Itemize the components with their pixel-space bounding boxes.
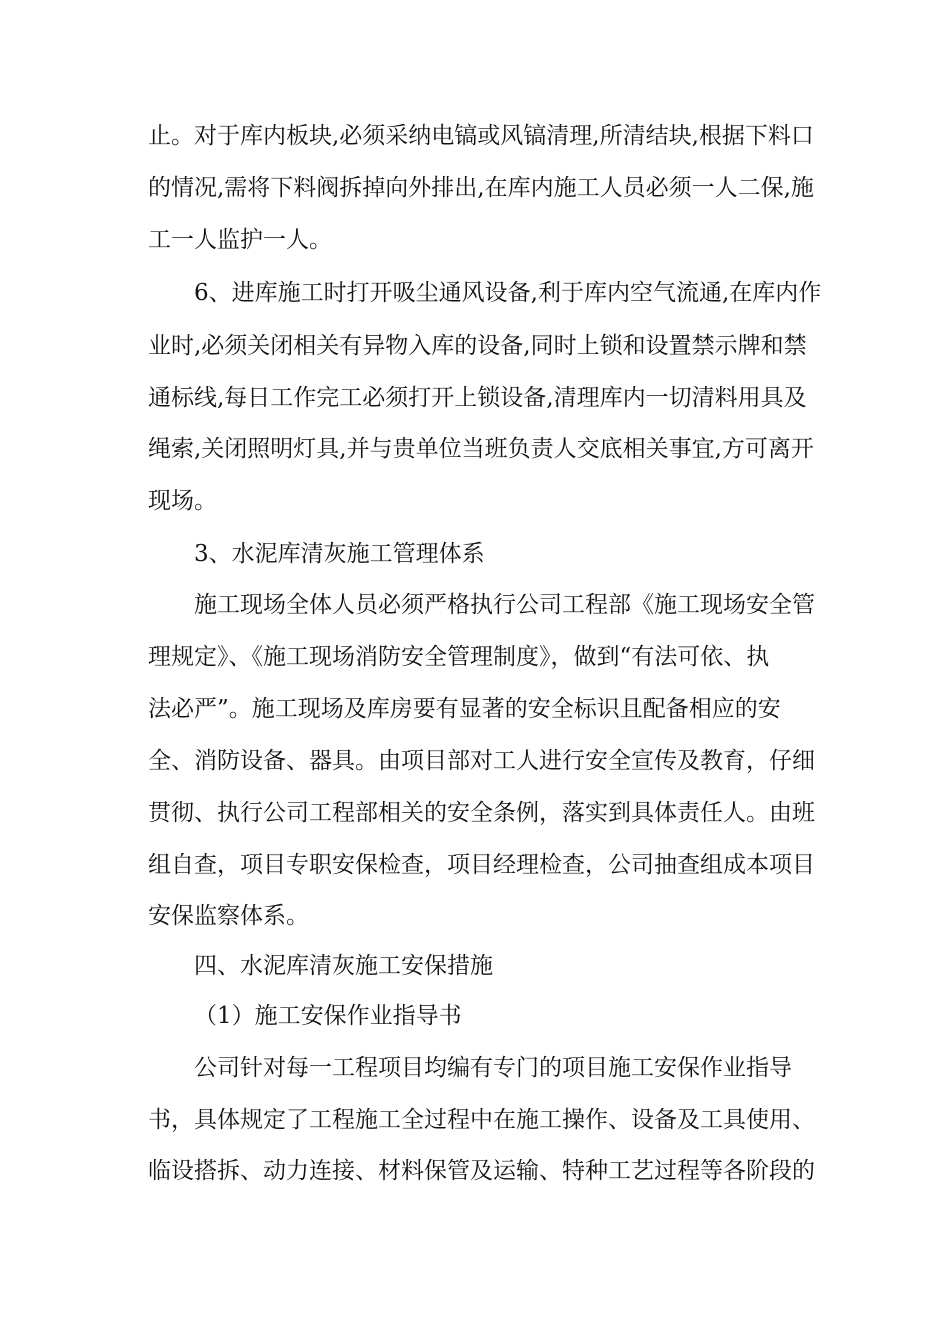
- text-line-7: 绳索,关闭照明灯具,并与贵单位当班负责人交底相关事宜,方可离开: [148, 436, 814, 462]
- text-line-19: 公司针对每一工程项目均编有专门的项目施工安保作业指导: [194, 1055, 792, 1081]
- chapter-heading: 四、水泥库清灰施工安保措施: [194, 953, 493, 979]
- text-line-2: 的情况,需将下料阀拆掉向外排出,在库内施工人员必须一人二保,施: [148, 175, 814, 201]
- text-line-20: 书，具体规定了工程施工全过程中在施工操作、设备及工具使用、: [148, 1107, 815, 1133]
- text-line-8: 现场。: [148, 488, 217, 514]
- section-heading: 3、水泥库清灰施工管理体系: [194, 541, 485, 567]
- text-line-14: 贯彻、执行公司工程部相关的安全条例，落实到具体责任人。由班: [148, 800, 815, 826]
- text-line-1: 止。对于库内板块,必须采纳电镐或风镐清理,所清结块,根据下料口: [148, 123, 814, 149]
- text-line-5: 业时,必须关闭相关有异物入库的设备,同时上锁和设置禁示牌和禁: [148, 333, 807, 359]
- text-line-4: 6、进库施工时打开吸尘通风设备,利于库内空气流通,在库内作: [194, 280, 822, 306]
- text-line-16: 安保监察体系。: [148, 903, 309, 929]
- text-line-21: 临设搭拆、动力连接、材料保管及运输、特种工艺过程等各阶段的: [148, 1158, 815, 1184]
- text-line-6: 通标线,每日工作完工必须打开上锁设备,清理库内一切清料用具及: [148, 385, 807, 411]
- text-line-3: 工一人监护一人。: [148, 227, 332, 253]
- text-line-11: 理规定》、《施工现场消防安全管理制度》，做到“有法可依、执: [148, 644, 770, 670]
- text-line-15: 组自查，项目专职安保检查，项目经理检查，公司抽查组成本项目: [148, 852, 815, 878]
- subsection-heading: （1）施工安保作业指导书: [194, 1003, 462, 1029]
- text-line-10: 施工现场全体人员必须严格执行公司工程部《施工现场安全管: [194, 592, 815, 618]
- text-line-13: 全、消防设备、器具。由项目部对工人进行安全宣传及教育，仔细: [148, 748, 815, 774]
- text-line-12: 法必严”。施工现场及库房要有显著的安全标识且配备相应的安: [148, 696, 781, 722]
